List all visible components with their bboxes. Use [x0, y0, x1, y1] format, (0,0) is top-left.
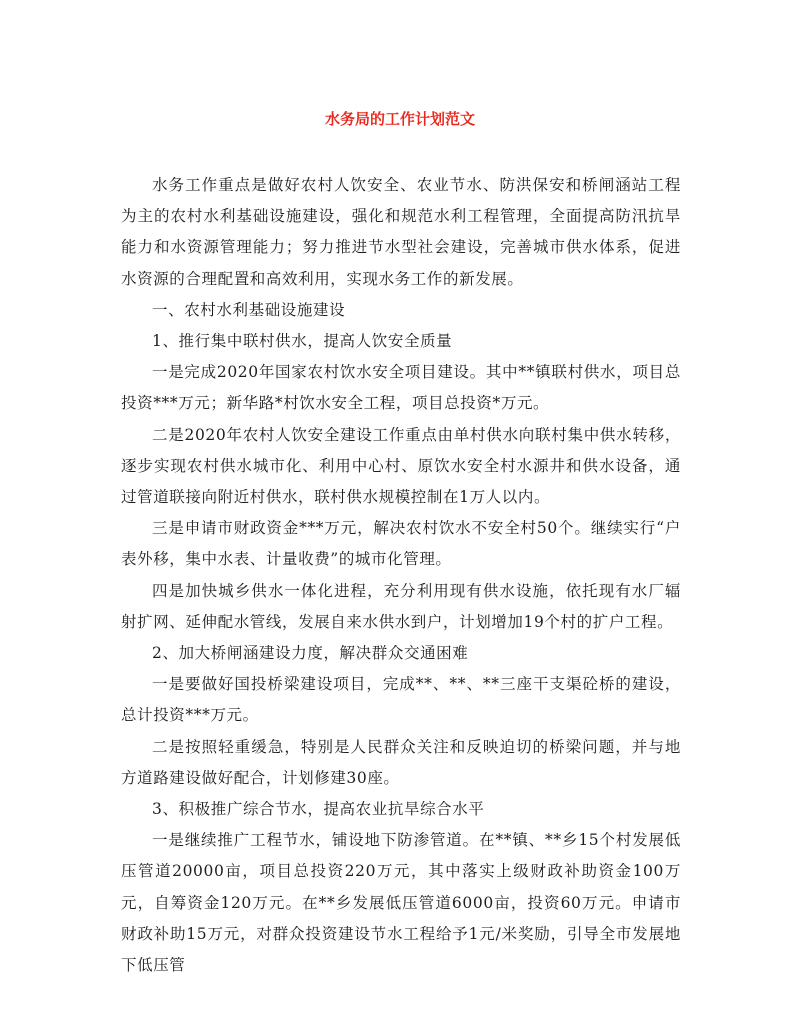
subsection-heading: 3、积极推广综合节水，提高农业抗旱综合水平 [152, 800, 485, 819]
paragraph: 二是2020年农村人饮安全建设工作重点由单村供水向联村集中供水转移，逐步实现农村供水城市化、利用中心村、原饮水安全村水源井和供水设备，通过管道联接向附近村供水，联村供水规模控制在1万人以内。 [121, 425, 681, 507]
paragraph: 二是按照轻重缓急，特别是人民群众关注和反映迫切的桥梁问题，并与地方道路建设做好配合，计划修建30座。 [121, 737, 681, 787]
paragraph: 一是完成2020年国家农村饮水安全项目建设。其中**镇联村供水，项目总投资***万元；新华路*村饮水安全工程，项目总投资*万元。 [121, 363, 681, 413]
paragraph: 一是要做好国投桥梁建设项目，完成**、**、**三座干支渠砼桥的建设，总计投资***万元。 [121, 675, 681, 725]
subsection-heading: 2、加大桥闸涵建设力度，解决群众交通困难 [152, 644, 469, 663]
paragraph: 一是继续推广工程节水，铺设地下防渗管道。在**镇、**乡15个村发展低压管道20000亩，项目总投资220万元，其中落实上级财政补助资金100万元，自筹资金120万元。在**乡发展低压管道6000亩，投资60万元。申请市财政补助15万元，对群众投资建设节水工程给予1元/米奖励，引导全市发展地下低压管 [121, 831, 681, 975]
document-body [121, 170, 681, 981]
paragraph: 三是申请市财政资金***万元，解决农村饮水不安全村50个。继续实行“户表外移，集中水表、计量收费”的城市化管理。 [121, 519, 681, 569]
section-heading: 一、农村水利基础设施建设 [152, 300, 346, 319]
paragraph: 四是加快城乡供水一体化进程，充分利用现有供水设施，依托现有水厂辐射扩网、延伸配水管线，发展自来水供水到户，计划增加19个村的扩户工程。 [121, 581, 681, 631]
paragraph-intro: 水务工作重点是做好农村人饮安全、农业节水、防洪保安和桥闸涵站工程为主的农村水利基础设施建设，强化和规范水利工程管理，全面提高防汛抗旱能力和水资源管理能力；努力推进节水型社会建设，完善城市供水体系，促进水资源的合理配置和高效利用，实现水务工作的新发展。 [121, 176, 681, 288]
subsection-heading: 1、推行集中联村供水，提高人饮安全质量 [152, 332, 453, 351]
document-title: 水务局的工作计划范文 [324, 110, 475, 128]
